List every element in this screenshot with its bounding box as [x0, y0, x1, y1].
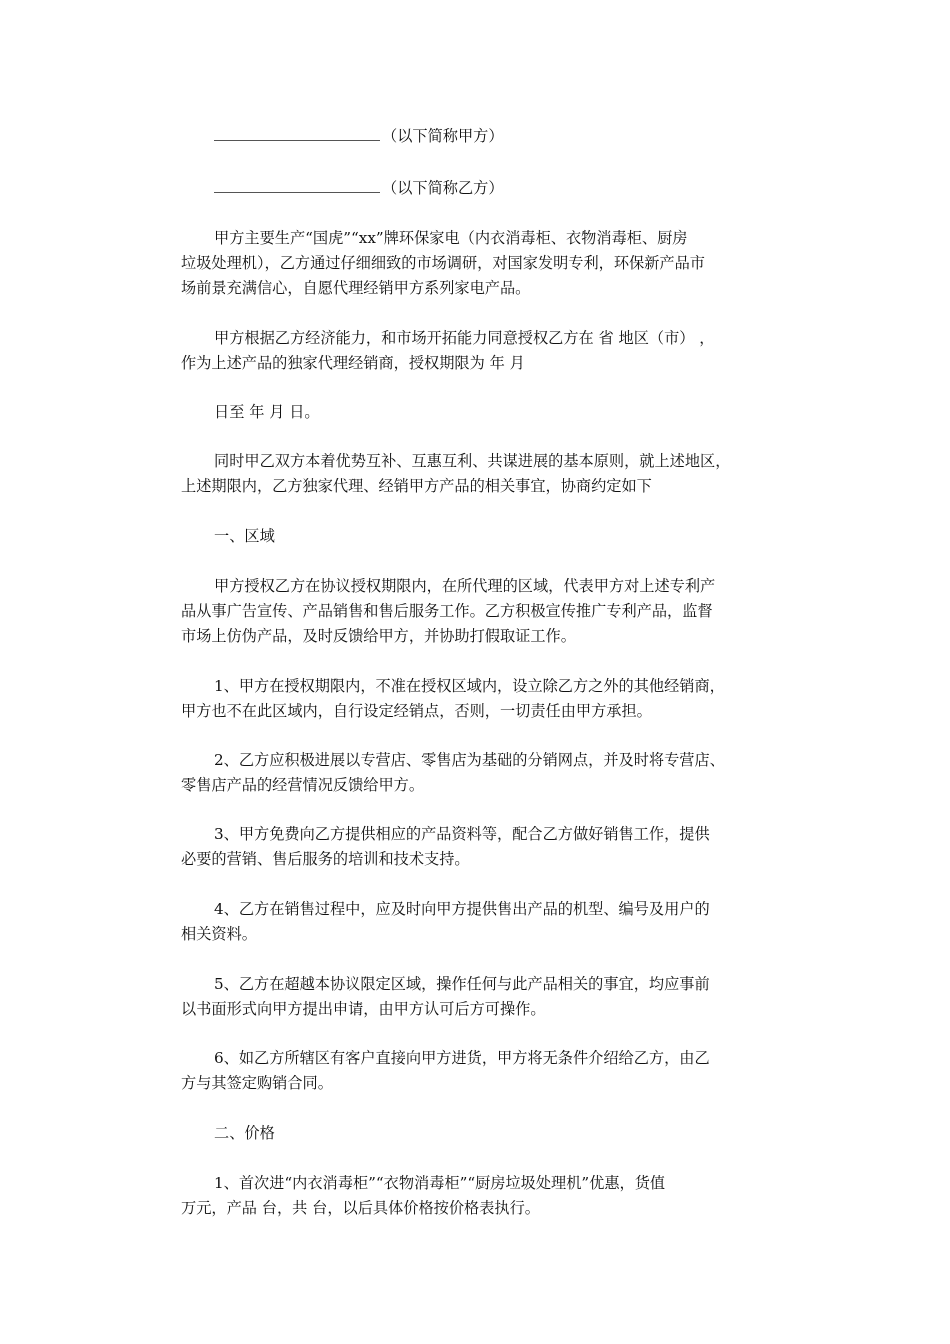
paragraph-line: 同时甲乙双方本着优势互补、互惠互利、共谋进展的基本原则，就上述地区， — [214, 452, 731, 470]
section-heading-region — [181, 524, 781, 549]
paragraph-authorization — [181, 326, 781, 376]
paragraph-region-scope — [181, 574, 781, 649]
paragraph-line: 方与其签定购销合同。 — [181, 1074, 333, 1092]
paragraph-line: 甲方主要生产“国虎”“xx”牌环保家电（内衣消毒柜、衣物消毒柜、厨房 — [214, 229, 688, 247]
paragraph-line: 甲方授权乙方在协议授权期限内，在所代理的区域，代表甲方对上述专利产 — [214, 577, 716, 595]
paragraph-line: 4、乙方在销售过程中，应及时向甲方提供售出产品的机型、编号及用户的 — [214, 900, 710, 918]
paragraph-line: 零售店产品的经营情况反馈给甲方。 — [181, 776, 424, 794]
paragraph-line: 垃圾处理机），乙方通过仔细细致的市场调研，对国家发明专利，环保新产品市 — [181, 254, 705, 272]
paragraph-line: 必要的营销、售后服务的培训和技术支持。 — [181, 850, 470, 868]
party-a-line — [181, 124, 781, 149]
clause-6 — [181, 1046, 781, 1096]
paragraph-line: 1、甲方在授权期限内，不准在授权区域内，设立除乙方之外的其他经销商， — [214, 677, 725, 695]
paragraph-line: 6、如乙方所辖区有客户直接向甲方进货，甲方将无条件介绍给乙方，由乙 — [214, 1049, 710, 1067]
paragraph-line: 市场上仿伪产品，及时反馈给甲方，并协助打假取证工作。 — [181, 627, 576, 645]
paragraph-line: 2、乙方应积极进展以专营店、零售店为基础的分销网点，并及时将专营店、 — [214, 751, 725, 769]
paragraph-line: 相关资料。 — [181, 925, 257, 943]
party-a-label: （以下简称甲方） — [382, 127, 504, 145]
section-heading: 二、价格 — [214, 1124, 275, 1142]
clause-1 — [181, 674, 781, 724]
section-heading-price — [181, 1121, 781, 1146]
party-b-blank — [214, 176, 380, 193]
paragraph-line: 以书面形式向甲方提出申请，由甲方认可后方可操作。 — [181, 1000, 546, 1018]
paragraph-line: 甲方也不在此区域内，自行设定经销点，否则，一切责任由甲方承担。 — [181, 702, 652, 720]
price-clause-1 — [181, 1171, 781, 1221]
paragraph-line: 1、首次进“内衣消毒柜”“衣物消毒柜”“厨房垃圾处理机”优惠，货值 — [214, 1174, 666, 1192]
paragraph-date-range — [181, 400, 781, 425]
paragraph-line: 品从事广告宣传、产品销售和售后服务工作。乙方积极宣传推广专利产品，监督 — [181, 602, 713, 620]
paragraph-line: 5、乙方在超越本协议限定区域，操作任何与此产品相关的事宜，均应事前 — [214, 975, 710, 993]
section-heading: 一、区域 — [214, 527, 275, 545]
paragraph-line: 上述期限内，乙方独家代理、经销甲方产品的相关事宜，协商约定如下 — [181, 477, 652, 495]
party-b-line — [181, 176, 781, 201]
clause-4 — [181, 897, 781, 947]
paragraph-line: 作为上述产品的独家代理经销商，授权期限为 年 月 — [181, 354, 525, 372]
paragraph-principles — [181, 449, 781, 499]
paragraph-line: 日至 年 月 日。 — [214, 403, 320, 421]
clause-3 — [181, 822, 781, 872]
paragraph-product-intro — [181, 226, 781, 301]
clause-2 — [181, 748, 781, 798]
party-b-label: （以下简称乙方） — [382, 179, 504, 197]
party-a-blank — [214, 124, 380, 141]
clause-5 — [181, 972, 781, 1022]
paragraph-line: 甲方根据乙方经济能力，和市场开拓能力同意授权乙方在 省 地区（市） ， — [214, 329, 715, 347]
paragraph-line: 3、甲方免费向乙方提供相应的产品资料等，配合乙方做好销售工作，提供 — [214, 825, 710, 843]
paragraph-line: 场前景充满信心，自愿代理经销甲方系列家电产品。 — [181, 279, 531, 297]
paragraph-line: 万元，产品 台，共 台，以后具体价格按价格表执行。 — [181, 1199, 540, 1217]
